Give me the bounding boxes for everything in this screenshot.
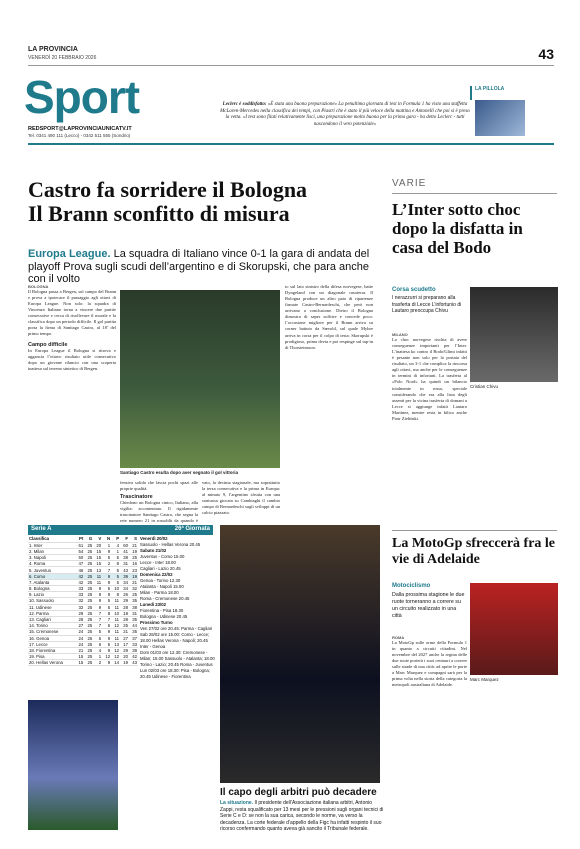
standings-cell: 32 xyxy=(129,586,138,592)
standings-cell: 61 xyxy=(75,542,84,548)
standings-cell: 25 xyxy=(84,610,93,616)
standings-cell: 25 xyxy=(84,555,93,561)
standings-cell: 47 xyxy=(75,561,84,567)
standings-cell: 7 xyxy=(93,610,102,616)
standings-cell: 9 xyxy=(102,629,111,635)
section-rule xyxy=(28,143,554,145)
newspaper-name: LA PROVINCIA xyxy=(28,46,78,53)
standings-cell: 25 xyxy=(84,573,93,579)
section-email: REDSPORT@LAPROVINCIAUNICATV.IT xyxy=(28,126,132,132)
standings-cell: 7 xyxy=(93,616,102,622)
fixture-game: Lun 02/03 ore 18.30: Pisa - Bologna; 20.45 Udinese - Fiorentina xyxy=(140,668,210,680)
pillola-logo: LA PILLOLA xyxy=(470,86,522,100)
fixture-game: Ven 27/02 ore 20.45: Parma - Cagliari xyxy=(140,626,213,632)
standings-cell: 25 xyxy=(84,542,93,548)
standings-cell: 9 xyxy=(102,573,111,579)
zappi-photo xyxy=(220,525,380,783)
standings-cell: 29 xyxy=(75,610,84,616)
standings-cell: 25 xyxy=(84,654,93,660)
standings-cell: 2 xyxy=(102,561,111,567)
standings-cell: 25 xyxy=(84,641,93,647)
standings-cell: 15 xyxy=(75,660,84,666)
standings-cell: 11 xyxy=(111,604,120,610)
standings-cell: 17. Lecce xyxy=(28,641,75,647)
standings-cell: 25 xyxy=(84,647,93,653)
standings-cell: 25 xyxy=(84,604,93,610)
lead-column-4: to sul lato sinistro della difesa norvegese, batte Dyngeland con un diagonale rasoterra. Il Bologna produce un altro paio di ripartenze firmate Castro-Bernardeschi, che però non arrivano a conclusione. Dietro il Bologna dimostra di saper soffrire e concede poco: l’occasione migliore per il Brann arriva su corner battuto da Sævold, sul quale Myhre arriva in corsa per il colpo di testa: Skorupski è prodigioso, prima devia e poi respinge sul tap-in di Thorsteinsson. xyxy=(285,284,373,350)
pillola-quote-text: «È stata una buona preparazione» La penultima giornata di test in Formula 1 ha visto una staffetta McLaren-Mercedes nella classifica dei tempi, con Piastri che è stato il più veloce della mattina e Antonelli che poi si è preso la vetta. «I test sono filati relativamente lisci, una preparazione molto buona per la prima gara - ha detto Leclerc - tutti nascondono il vero potenziale» xyxy=(220,102,470,127)
standings-cell: 33 xyxy=(75,586,84,592)
standings-cell: 33 xyxy=(75,592,84,598)
inter-body xyxy=(392,332,467,522)
standings-cell: 11. Udinese xyxy=(28,604,75,610)
motogp-headline: La MotoGp sfreccerà fra le vie di Adelaide xyxy=(392,536,556,567)
standings-cell: 42 xyxy=(129,654,138,660)
standings-cell: 27 xyxy=(120,635,129,641)
inter-body-text: Lo choc norvegese rischia di avere conseguenze importanti per l’Inter. L’inattesa ko contro il Bodo/Glimt infatti è pesante non solo per la portata del risultato, un 3-1 che complica la rincorsa agli ottavi, ma anche per le conseguenze in termini di infortuni. La trasferta al «Polo Nord» ha quindi un bilancio totalmente in rosso, speciale considerando che era alla lista degli assenti per la vicina trasferta di domani a Lecce si aggiunge infatti Lautaro Martinez, mentre resta in bilico anche Piotr Zieliński. xyxy=(392,337,467,421)
standings-cell: 32 xyxy=(75,604,84,610)
motogp-dateline: ROMA xyxy=(392,635,405,640)
standings-cell: 10 xyxy=(111,586,120,592)
standings-cell: 21 xyxy=(129,579,138,585)
standings-header-cell: V xyxy=(93,536,102,542)
standings-cell: 23 xyxy=(129,567,138,573)
motogp-body xyxy=(392,635,467,835)
standings-cell: 24 xyxy=(75,635,84,641)
standings-cell: 6 xyxy=(102,586,111,592)
standings-cell: 31 xyxy=(129,610,138,616)
standings-cell: 20. Hellas Verona xyxy=(28,660,75,666)
section-phones: Tel. 0341 490 111 (Lecco) - 0342 511 555 (Sondrio) xyxy=(28,133,131,138)
standings-cell: 5 xyxy=(111,579,120,585)
standings-cell: 2 xyxy=(93,660,102,666)
seriea-title: Serie A xyxy=(31,526,52,532)
standings-cell: 25 xyxy=(84,586,93,592)
standings-cell: 9 xyxy=(102,660,111,666)
lead-subhead-text: La squadra di Italiano vince 0-1 la gara di andata del playoff Prova sugli scudi dell’argentino e di Skorupski, che para anche con il volto xyxy=(28,248,370,286)
fixture-day: Lunedì 23/02 xyxy=(140,602,167,608)
player-photo xyxy=(28,700,118,830)
standings-cell: 25 xyxy=(84,579,93,585)
lead-headline-line1: Castro fa sorridere il Bologna xyxy=(28,177,308,202)
arbitri-body xyxy=(220,800,385,833)
standings-cell: 25 xyxy=(84,660,93,666)
standings-cell: 14 xyxy=(111,660,120,666)
standings-cell: 44 xyxy=(129,623,138,629)
seriea-round: 26ª Giornata xyxy=(174,526,210,532)
top-rule xyxy=(28,65,554,66)
standings-cell: 4 xyxy=(93,647,102,653)
standings-cell: 6 xyxy=(102,641,111,647)
standings-cell: 20 xyxy=(93,542,102,548)
lead-col1-text-b: In Europa League il Bologna si ritrova e aggancia l’ottavo risultato utile consecutivo dopo un giovane rilancio con una scoperta inattesa sul terreno sintetico di Bergen. xyxy=(28,347,116,371)
standings-cell: 24 xyxy=(75,641,84,647)
fixture-game: Atalanta - Napoli 15.00 xyxy=(140,584,184,590)
standings-cell: 54 xyxy=(75,548,84,554)
pillola-photo xyxy=(475,100,525,136)
standings-header-cell: Pt xyxy=(75,536,84,542)
standings-cell: 8 xyxy=(111,592,120,598)
lead-column-2 xyxy=(120,480,198,524)
standings-cell: 25 xyxy=(84,567,93,573)
standings-cell: 17 xyxy=(120,641,129,647)
standings-cell: 35 xyxy=(129,598,138,604)
standings-cell: 24 xyxy=(75,629,84,635)
standings-cell: 28 xyxy=(75,616,84,622)
standings-cell: 35 xyxy=(129,629,138,635)
varie-rule xyxy=(392,193,557,194)
fixture-game: Lecce - Inter 18.00 xyxy=(140,560,176,566)
standings-cell: 11 xyxy=(111,635,120,641)
standings-cell: 15 xyxy=(93,561,102,567)
standings-cell: 1 xyxy=(111,548,120,554)
pillola-quote-name: Leclerc è soddisfatto: xyxy=(222,102,267,107)
standings-cell: 15 xyxy=(75,654,84,660)
standings-cell: 7. Atalanta xyxy=(28,579,75,585)
standings-cell: 4. Roma xyxy=(28,561,75,567)
standings-cell: 11 xyxy=(111,629,120,635)
standings-cell: 38 xyxy=(129,604,138,610)
motogp-kicker: Motociclismo xyxy=(392,583,431,589)
standings-cell: 8 xyxy=(102,610,111,616)
lead-col1-subhead: Campo difficile xyxy=(28,341,68,348)
standings-cell: 28 xyxy=(120,616,129,622)
fixtures-list xyxy=(140,536,215,680)
standings-cell: 26 xyxy=(120,592,129,598)
castro-photo xyxy=(120,290,280,468)
inter-headline: L’Inter sotto choc dopo la disfatta in casa del Bodo xyxy=(392,200,523,258)
standings-cell: 15. Cremonese xyxy=(28,629,75,635)
standings-cell: 11 xyxy=(111,598,120,604)
standings-cell: 9 xyxy=(102,592,111,598)
standings-cell: 21 xyxy=(129,542,138,548)
standings-header-cell: S xyxy=(129,536,138,542)
lead-column-1 xyxy=(28,284,116,519)
fixture-day: Domenica 22/02 xyxy=(140,572,173,578)
standings-cell: 14. Torino xyxy=(28,623,75,629)
standings-cell: 25 xyxy=(84,616,93,622)
standings-cell: 27 xyxy=(75,623,84,629)
mid-rule xyxy=(392,530,557,531)
section-title: Sport xyxy=(24,71,140,123)
lead-kicker: Europa League. xyxy=(28,248,111,260)
standings-cell: 9 xyxy=(102,647,111,653)
standings-cell: 5 xyxy=(111,555,120,561)
standings-cell: 25 xyxy=(84,548,93,554)
lead-col2-text: fensiva solida che lascia pochi spazi alle proprie qualità. xyxy=(120,480,198,492)
standings-cell: 9 xyxy=(93,604,102,610)
standings-cell: 5 xyxy=(93,635,102,641)
standings-header-cell: Classifica xyxy=(28,536,75,542)
fixture-game: Juventus - Como 15.00 xyxy=(140,554,185,560)
fixture-day: Venerdì 20/02 xyxy=(140,536,168,541)
seriea-header xyxy=(28,525,213,535)
fixture-day: Sabato 21/02 xyxy=(140,548,167,554)
fixture-game: Dom 01/03 ore 12.30: Cremonese - Milan; 15.00 Sassuolo - Atalanta; 18.00 Torino - Lazio; 20.45 Roma - Juventus xyxy=(140,650,215,668)
arbitri-headline: Il capo degli arbitri può decadere xyxy=(220,787,377,798)
marquez-caption: Marc Marquez xyxy=(470,677,499,682)
standings-cell: 15 xyxy=(93,548,102,554)
standings-cell: 19 xyxy=(120,660,129,666)
lead-col2-text-b: Chiedono un Bologna cinico, Italiano, alla vigilia: accontentato. Il rigidamente trascinatore Santiago Castro, che segna la rete numero 21 in rossoblù da quando è xyxy=(120,500,198,524)
standings-cell: 18. Fiorentina xyxy=(28,647,75,653)
chivu-photo xyxy=(470,287,558,382)
standings-cell: 6 xyxy=(102,623,111,629)
inter-kicker: Corsa scudetto xyxy=(392,287,436,293)
standings-cell: 11 xyxy=(111,616,120,622)
lead-col2-subhead: Trascinatore xyxy=(120,494,153,501)
motogp-body-text: La MotoGp sulle orme della Formula 1 in quanto a circuiti cittadini. Nel novembre del 2027 anche la regina delle due ruote porterà i suoi centauri a correre sulle strade di una città: ad aprire le porte a Marc Marquez e compagni sarà per la prima volta nella storia della categoria la metropoli australiana di Adelaide. xyxy=(392,640,467,688)
standings-cell: 39 xyxy=(129,647,138,653)
standings-cell: 43 xyxy=(129,660,138,666)
standings-cell: 37 xyxy=(129,635,138,641)
standings-cell: 32 xyxy=(75,598,84,604)
lead-headline xyxy=(28,178,368,226)
fixture-game: Roma - Cremonese 20.45 xyxy=(140,596,190,602)
lead-headline-line2: Il Brann sconfitto di misura xyxy=(28,201,290,227)
fixture-game: Fiorentina - Pisa 18.30 xyxy=(140,608,184,614)
standings-cell: 9 xyxy=(102,579,111,585)
standings-cell: 29 xyxy=(120,647,129,653)
standings-cell: 19. Pisa xyxy=(28,654,75,660)
standings-cell: 7 xyxy=(102,567,111,573)
standings-cell: 5 xyxy=(102,598,111,604)
standings-cell: 13 xyxy=(111,641,120,647)
standings-cell: 25 xyxy=(129,592,138,598)
standings-cell: 9 xyxy=(102,548,111,554)
standings-cell: 35 xyxy=(129,616,138,622)
standings-cell: 9. Lazio xyxy=(28,592,75,598)
standings-cell: 38 xyxy=(120,555,129,561)
standings-cell: 21 xyxy=(75,647,84,653)
standings-cell: 33 xyxy=(129,641,138,647)
fixture-game: Sassuolo - Hellas Verona 20.45 xyxy=(140,542,201,548)
standings-cell: 5 xyxy=(111,567,120,573)
standings-cell: 16 xyxy=(129,561,138,567)
standings-cell: 7 xyxy=(93,623,102,629)
fixture-game: Milan - Parma 18.00 xyxy=(140,590,179,596)
standings-cell: 12. Parma xyxy=(28,610,75,616)
standings-header-cell: N xyxy=(102,536,111,542)
lead-col1-text: Il Bologna passa a Bergen, sul campo del Brann e prova a ipotecare il passaggio agli ottavi di Europa League. Non solo: la squadra di Vincenzo Italiano torna a vincere due partite consecutive e cerca di risollevare il morale e la classifica dopo un periodo difficile. Il gol partita porta la firma di Santiago Castro, al 18’ del primo tempo. xyxy=(28,289,116,337)
standings-cell: 8 xyxy=(111,561,120,567)
standings-cell: 9 xyxy=(102,635,111,641)
standings-cell: 46 xyxy=(75,567,84,573)
standings-cell: 3. Napoli xyxy=(28,555,75,561)
standings-cell: 25 xyxy=(129,555,138,561)
standings-cell: 16. Genoa xyxy=(28,635,75,641)
standings-cell: 19 xyxy=(129,573,138,579)
arbitri-text: Il presidente dell’Associazione italiana arbitri, Antonio Zappi, resta squalificato per 13 mesi per le pressioni sugli organi tecnici di Serie C e D: se non la sua carica, secondo le norme, va verso la decadenza. La corte federale d’appello della Figc ha infatti respinto il suo ricorso confermando quanto aveva già sancito il Tribunale federale. xyxy=(220,800,384,832)
standings-cell: 10 xyxy=(111,610,120,616)
castro-photo-caption: Santiago Castro esulta dopo aver segnato il gol vittoria xyxy=(120,470,239,475)
standings-cell: 13 xyxy=(93,567,102,573)
standings-cell: 1. Inter xyxy=(28,542,75,548)
standings-cell: 12 xyxy=(102,654,111,660)
standings-cell: 4 xyxy=(111,542,120,548)
standings-cell: 12 xyxy=(111,647,120,653)
standings-cell: 21 xyxy=(120,629,129,635)
varie-label: VARIE xyxy=(392,178,427,189)
standings-cell: 5. Juventus xyxy=(28,567,75,573)
standings-cell: 6 xyxy=(93,641,102,647)
table-row xyxy=(28,660,138,666)
fixture-day: Prossimo Turno xyxy=(140,620,173,626)
standings-cell: 1 xyxy=(102,542,111,548)
fixture-game: Genoa - Torino 12.30 xyxy=(140,578,181,584)
standings-cell: 11 xyxy=(93,573,102,579)
arbitri-kicker: La situazione. xyxy=(220,800,254,806)
standings-cell: 12 xyxy=(111,654,120,660)
standings-cell: 31 xyxy=(120,561,129,567)
standings-cell: 28 xyxy=(120,604,129,610)
standings-cell: 43 xyxy=(120,567,129,573)
standings-cell: 25 xyxy=(84,561,93,567)
standings-cell: 8 xyxy=(93,592,102,598)
standings-cell: 25 xyxy=(84,629,93,635)
pillola-quote xyxy=(220,102,470,128)
standings-cell: 2. Milan xyxy=(28,548,75,554)
standings-cell: 5 xyxy=(102,555,111,561)
issue-date: VENERDÌ 20 FEBBRAIO 2026 xyxy=(28,55,97,61)
page-number: 43 xyxy=(538,46,554,62)
standings-cell: 9 xyxy=(93,586,102,592)
standings-cell: 7 xyxy=(102,616,111,622)
standings-cell: 8. Bologna xyxy=(28,586,75,592)
inter-dateline: MILANO xyxy=(392,332,408,337)
standings-cell: 20 xyxy=(120,654,129,660)
marquez-photo xyxy=(470,583,558,675)
standings-cell: 19 xyxy=(129,548,138,554)
standings-cell: 34 xyxy=(120,579,129,585)
standings-cell: 6. Como xyxy=(28,573,75,579)
standings-header-cell: F xyxy=(120,536,129,542)
lead-dateline: BOLOGNA xyxy=(28,284,49,289)
standings-cell: 25 xyxy=(120,623,129,629)
chivu-caption: Cristian Chivu xyxy=(470,384,499,389)
standings-cell: 42 xyxy=(75,579,84,585)
standings-cell: 39 xyxy=(120,573,129,579)
standings-cell: 13. Cagliari xyxy=(28,616,75,622)
standings-header-cell: P xyxy=(111,536,120,542)
standings-cell: 5 xyxy=(111,573,120,579)
standings-cell: 25 xyxy=(84,598,93,604)
motogp-subhead: Dalla prossima stagione le due ruote torneranno a correre su un circuito realizzato in una città xyxy=(392,592,465,619)
inter-subhead: I nerazzurri si preparano alla trasferta di Lecce L’infortunio di Lautaro preoccupa Chivu xyxy=(392,295,462,314)
lead-subhead xyxy=(28,248,373,286)
standings-cell: 41 xyxy=(120,548,129,554)
standings-cell: 42 xyxy=(75,573,84,579)
fixture-game: Sab 28/02 ore 15.00: Como - Lecce; 18.00 Hellas Verona - Napoli; 20.45 Inter - Genoa xyxy=(140,632,210,650)
fixture-game: Bologna - Udinese 20.45 xyxy=(140,614,188,620)
lead-column-3: vato, la decima stagionale, ma soprattutto la terza consecutiva e la prima in Europa: al minuto 9, l’argentino sfrutta con una sontuosa giocata su Cambiaghi il cambio campo di Bernardeschi sugli sviluppi di un calcio piazzato. xyxy=(202,480,280,516)
standings-cell: 5 xyxy=(102,604,111,610)
standings-cell: 11 xyxy=(93,579,102,585)
standings-cell: 25 xyxy=(84,635,93,641)
standings-cell: 60 xyxy=(120,542,129,548)
standings-cell: 12 xyxy=(111,623,120,629)
standings-cell: 18 xyxy=(120,610,129,616)
standings-cell: 25 xyxy=(84,592,93,598)
standings-cell: 34 xyxy=(120,586,129,592)
standings-cell: 10. Sassuolo xyxy=(28,598,75,604)
standings-cell: 9 xyxy=(93,598,102,604)
standings-cell: 15 xyxy=(93,555,102,561)
fixture-game: Cagliari - Lazio 20.45 xyxy=(140,566,181,572)
standings-cell: 25 xyxy=(84,623,93,629)
standings-header-cell: G xyxy=(84,536,93,542)
standings-cell: 29 xyxy=(120,598,129,604)
standings-cell: 1 xyxy=(93,654,102,660)
standings-cell: 5 xyxy=(93,629,102,635)
standings-cell: 50 xyxy=(75,555,84,561)
standings-table xyxy=(28,536,138,666)
